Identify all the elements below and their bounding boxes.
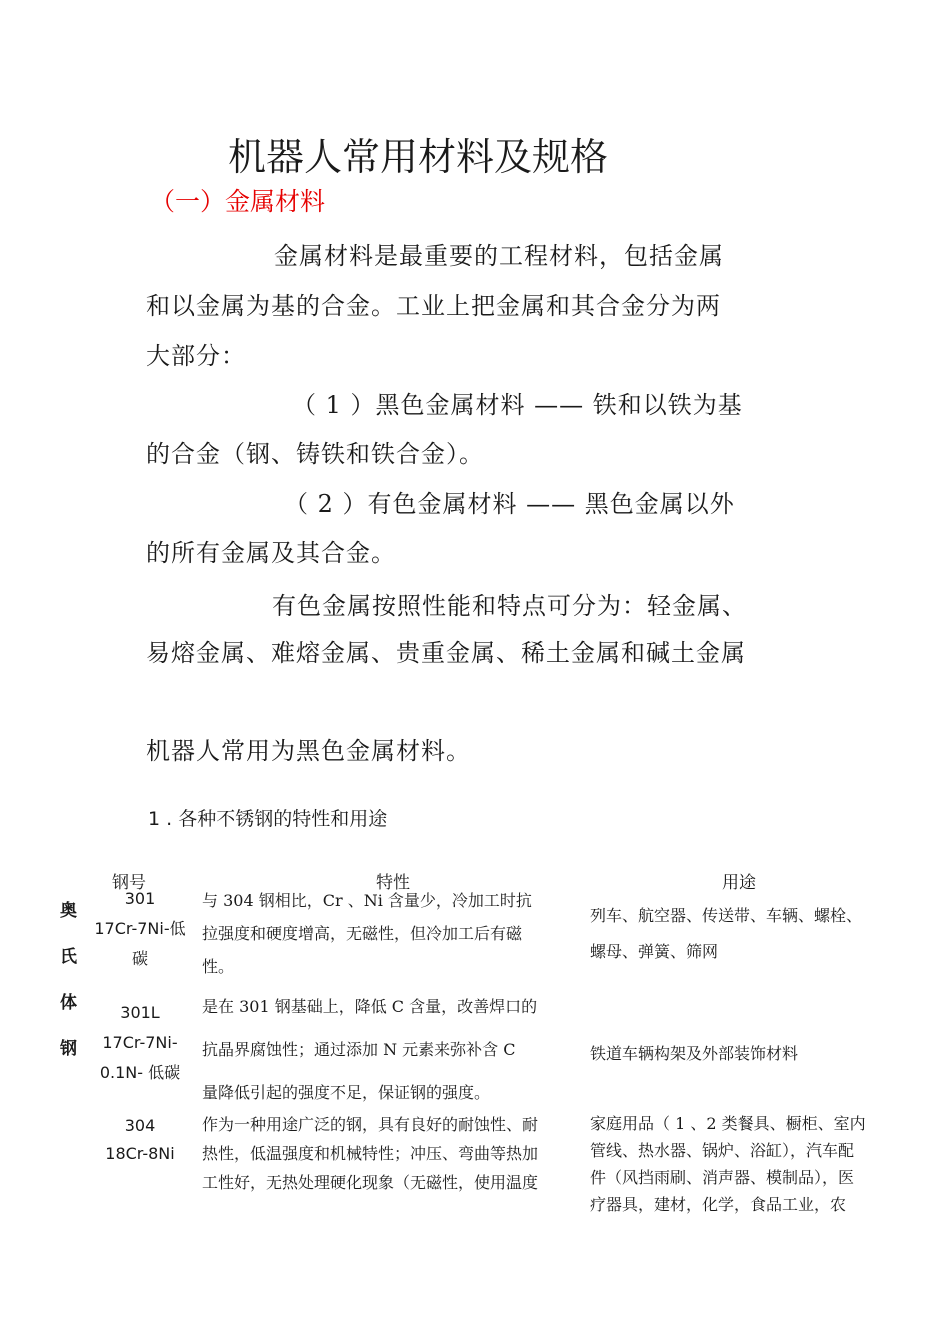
- use-cell: [590, 1037, 798, 1071]
- property-line: 作为一种用途广泛的钢，具有良好的耐蚀性、耐: [202, 1115, 539, 1134]
- subheading: 1 . 各种不锈钢的特性和用途: [148, 808, 388, 830]
- use-line: 铁道车辆构架及外部装饰材料: [590, 1044, 799, 1063]
- property-cell: [202, 1110, 538, 1197]
- grade-line: 301: [124, 889, 156, 908]
- grade-line: 17Cr-7Ni-低: [94, 919, 186, 938]
- property-cell: [202, 884, 532, 983]
- paragraph-line: 金属材料是最重要的工程材料，包括金属: [274, 242, 724, 270]
- paragraph-line: 的所有金属及其合金。: [146, 539, 396, 567]
- property-line: 抗晶界腐蚀性；通过添加 N 元素来弥补含 C: [202, 1040, 516, 1059]
- grade-line: 17Cr-7Ni-: [102, 1033, 178, 1052]
- paragraph-line: （ 1 ）黑色金属材料 —— 铁和以铁为基: [292, 391, 743, 419]
- page-title: 机器人常用材料及规格: [228, 135, 609, 179]
- use-line: 列车、航空器、传送带、车辆、螺栓、: [590, 906, 863, 925]
- property-line: 热性，低温强度和机械特性；冲压、弯曲等热加: [202, 1144, 539, 1163]
- use-cell: [590, 898, 862, 970]
- grade-line: 18Cr-8Ni: [105, 1144, 175, 1163]
- property-line: 量降低引起的强度不足，保证钢的强度。: [202, 1083, 491, 1102]
- use-line: 家庭用品（ 1 、2 类餐具、橱柜、室内: [590, 1114, 866, 1133]
- property-cell: [202, 985, 537, 1114]
- grade-line: 0.1N- 低碳: [99, 1063, 181, 1082]
- use-line: 件（风挡雨刷、消声器、模制品），医: [590, 1168, 855, 1187]
- paragraph-line: 大部分：: [146, 342, 246, 370]
- grade-line: 301L: [120, 1003, 160, 1022]
- property-line: 性。: [202, 957, 235, 976]
- use-line: 螺母、弹簧、筛网: [590, 942, 719, 961]
- category-char: 奥: [60, 901, 77, 921]
- paragraph-line: 的合金（钢、铸铁和铁合金）。: [146, 440, 484, 468]
- col-header-property: 特性: [376, 873, 410, 893]
- col-header-grade: 钢号: [112, 873, 146, 893]
- category-char: 钢: [60, 1039, 77, 1059]
- use-cell: [590, 1110, 866, 1218]
- property-line: 是在 301 钢基础上，降低 C 含量，改善焊口的: [202, 997, 538, 1016]
- paragraph-line: （ 2 ）有色金属材料 —— 黑色金属以外: [284, 490, 735, 518]
- grade-cell: [80, 884, 200, 974]
- paragraph-line: 有色金属按照性能和特点可分为：轻金属、: [272, 592, 747, 620]
- property-line: 拉强度和硬度增高，无磁性，但冷加工后有磁: [202, 924, 523, 943]
- paragraph-line: 和以金属为基的合金。工业上把金属和其合金分为两: [146, 292, 721, 320]
- paragraph-line: 机器人常用为黑色金属材料。: [146, 737, 471, 765]
- use-line: 疗器具，建材，化学，食品工业，农: [590, 1195, 847, 1214]
- property-line: 工性好，无热处理硬化现象（无磁性，使用温度: [202, 1173, 539, 1192]
- use-line: 管线、热水器、锅炉、浴缸），汽车配: [590, 1141, 855, 1160]
- category-cell: [60, 888, 77, 1072]
- grade-line: 304: [124, 1116, 156, 1135]
- col-header-use: 用途: [722, 873, 756, 893]
- grade-line: 碳: [131, 949, 148, 968]
- paragraph-line: 易熔金属、难熔金属、贵重金属、稀土金属和碱土金属: [146, 639, 746, 667]
- category-char: 氏: [60, 947, 77, 967]
- grade-cell: [80, 1112, 200, 1168]
- grade-cell: [80, 998, 200, 1088]
- property-line: 与 304 钢相比，Cr 、Ni 含量少，冷加工时抗: [202, 891, 532, 910]
- category-char: 体: [60, 993, 77, 1013]
- section-heading: （一）金属材料: [150, 187, 326, 216]
